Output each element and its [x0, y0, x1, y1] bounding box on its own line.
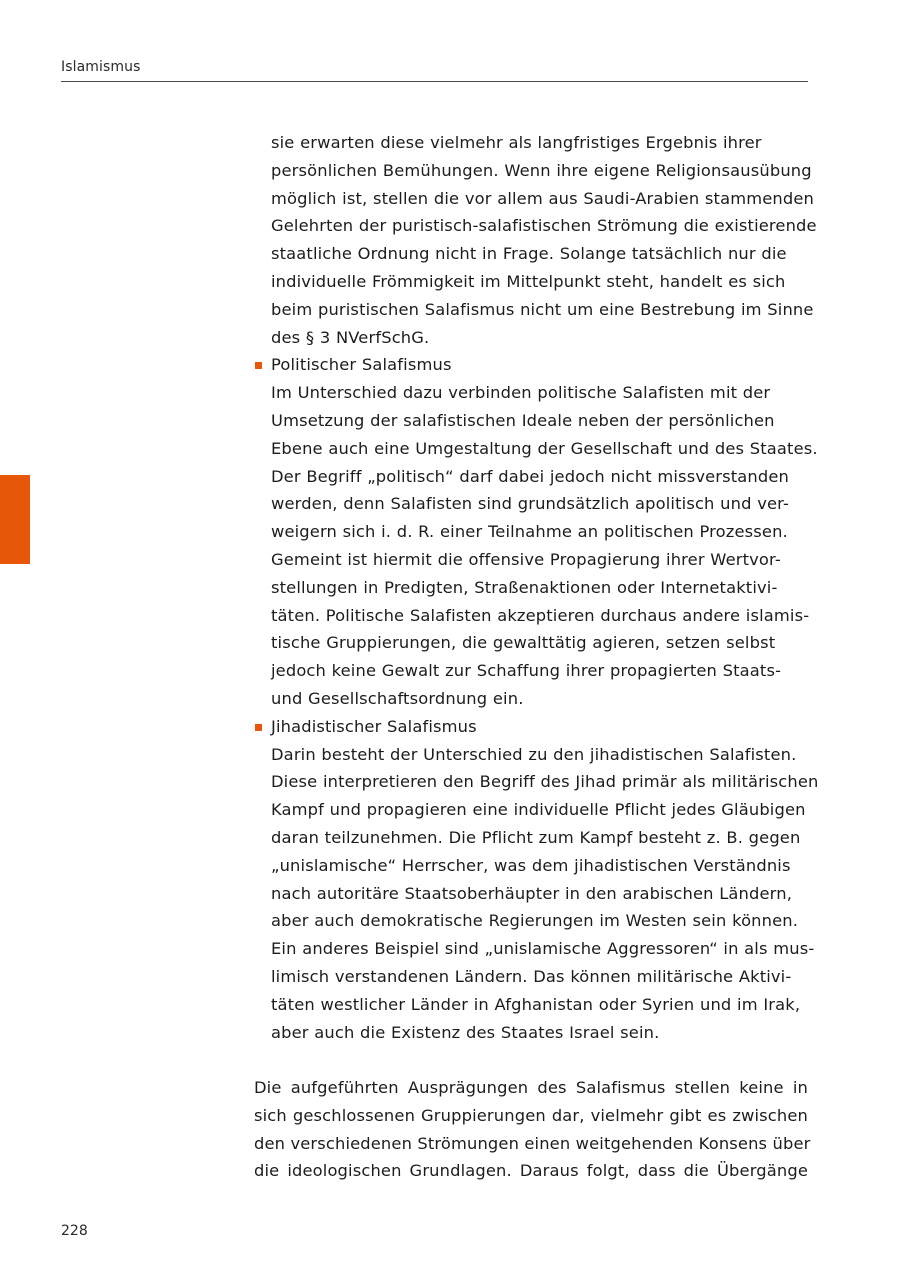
intro-line: persönlichen Bemühungen. Wenn ihre eigene Religionsausübung — [271, 160, 812, 180]
list-item-line: aber auch die Existenz des Staates Israel sein. — [271, 1022, 660, 1042]
chapter-side-tab — [0, 475, 30, 564]
square-bullet-icon — [255, 362, 262, 369]
main-text-block — [271, 129, 819, 1046]
list-item-line: weigern sich i. d. R. einer Teilnahme an politischen Prozessen. — [271, 522, 788, 542]
list-item-line: limisch verstandenen Ländern. Das können militärische Aktivi- — [271, 966, 792, 986]
list-item-line: Umsetzung der salafistischen Ideale neben der persönlichen — [271, 410, 775, 430]
list-item-line: Darin besteht der Unterschied zu den jihadistischen Salafisten. — [271, 744, 797, 764]
intro-line: sie erwarten diese vielmehr als langfristiges Ergebnis ihrer — [271, 133, 762, 152]
list-item-line: nach autoritäre Staatsoberhäupter in den arabischen Ländern, — [271, 883, 793, 903]
intro-line: Gelehrten der puristisch-salafistischen Strömung die existierende — [271, 216, 817, 236]
square-bullet-icon — [255, 724, 262, 731]
intro-line: beim puristischen Salafismus nicht um eine Bestrebung im Sinne — [271, 299, 814, 319]
list-item-line: Kampf und propagieren eine individuelle Pflicht jedes Gläubigen — [271, 800, 806, 820]
intro-line: möglich ist, stellen die vor allem aus Saudi-Arabien stammenden — [271, 188, 814, 208]
list-item-jihadist-salafism — [271, 713, 811, 741]
list-item-line: Der Begriff „politisch“ darf dabei jedoch nicht missverstanden — [271, 466, 790, 486]
list-item-political-salafism — [271, 351, 811, 379]
closing-paragraph — [254, 1074, 811, 1185]
intro-line: individuelle Frömmigkeit im Mittelpunkt steht, handelt es sich — [271, 271, 786, 291]
list-item-title: Jihadistischer Salafismus — [271, 716, 477, 736]
list-item-line: „unislamische“ Herrscher, was dem jihadistischen Verständnis — [271, 855, 791, 875]
list-item-line: aber auch demokratische Regierungen im Westen sein können. — [271, 911, 799, 931]
running-header: Islamismus — [61, 59, 141, 75]
page-number: 228 — [61, 1223, 88, 1239]
list-item-line: Im Unterschied dazu verbinden politische Salafisten mit der — [271, 383, 771, 403]
closing-line: die ideologischen Grundlagen. Daraus folgt, dass die Übergänge — [254, 1161, 808, 1181]
intro-line: staatliche Ordnung nicht in Frage. Solange tatsächlich nur die — [271, 244, 787, 264]
list-item-line: tische Gruppierungen, die gewalttätig agieren, setzen selbst — [271, 633, 776, 653]
list-item-line: jedoch keine Gewalt zur Schaffung ihrer propagierten Staats- — [271, 661, 782, 681]
list-item-line: Ein anderes Beispiel sind „unislamische Aggressoren“ in als mus- — [271, 939, 815, 959]
list-item-line: Gemeint ist hiermit die offensive Propagierung ihrer Wertvor- — [271, 549, 781, 569]
list-item-line: Diese interpretieren den Begriff des Jihad primär als militärischen — [271, 772, 819, 792]
intro-line: des § 3 NVerfSchG. — [271, 327, 430, 347]
list-item-title: Politischer Salafismus — [271, 355, 452, 375]
list-item-line: stellungen in Predigten, Straßenaktionen oder Internetaktivi- — [271, 577, 778, 597]
closing-line: sich geschlossenen Gruppierungen dar, vielmehr gibt es zwischen — [254, 1105, 808, 1125]
list-item-line: täten. Politische Salafisten akzeptieren durchaus andere islamis- — [271, 605, 810, 625]
list-item-line: und Gesellschaftsordnung ein. — [271, 688, 524, 708]
list-item-line: daran teilzunehmen. Die Pflicht zum Kampf besteht z. B. gegen — [271, 827, 801, 847]
closing-line: Die aufgeführten Ausprägungen des Salafismus stellen keine in — [254, 1078, 808, 1097]
list-item-line: werden, denn Salafisten sind grundsätzlich apolitisch und ver- — [271, 494, 789, 514]
closing-line: den verschiedenen Strömungen einen weitgehenden Konsens über — [254, 1133, 811, 1153]
header-rule — [61, 81, 808, 82]
list-item-line: täten westlicher Länder in Afghanistan oder Syrien und im Irak, — [271, 994, 801, 1014]
list-item-line: Ebene auch eine Umgestaltung der Gesellschaft und des Staates. — [271, 438, 818, 458]
